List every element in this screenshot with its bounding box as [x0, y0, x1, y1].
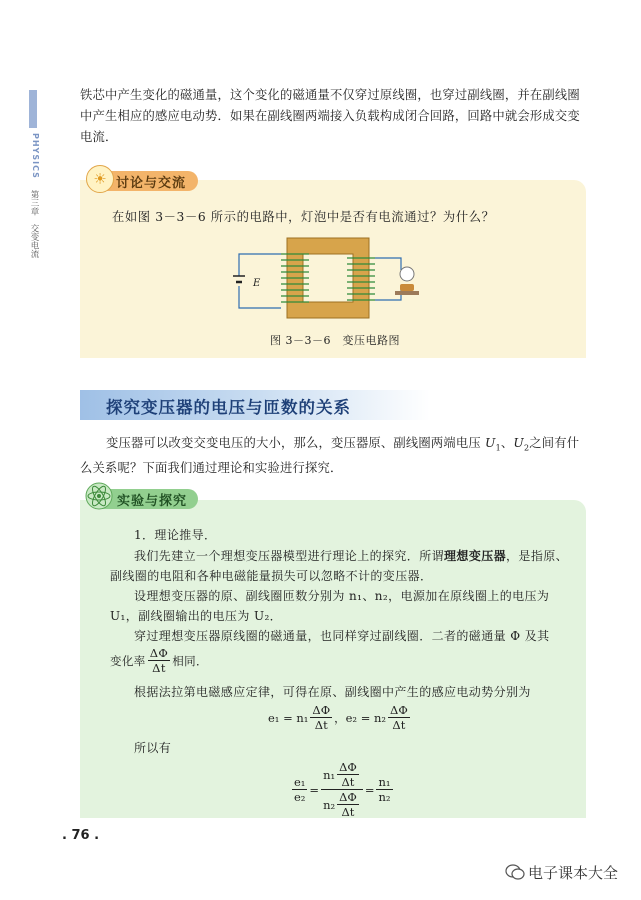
experiment-step1: 1．理论推导． [134, 528, 217, 542]
section-paragraph: 变压器可以改变交变电压的大小，那么，变压器原、副线圈两端电压 $U_1$、$U_2$之间有什么关系呢？下面我们通过理论和实验进行探究． [80, 436, 580, 476]
watermark-text: 电子课本大全 [528, 864, 619, 882]
experiment-title: 实验与探究 [117, 494, 188, 509]
experiment-paragraph-2b: U₁，副线圈输出的电压为 U₂． [110, 609, 283, 623]
figure-label-e: E [253, 278, 261, 289]
transformer-circuit-diagram [225, 232, 425, 324]
equation-ratio: $\frac{\text{e₁}}{\text{e₂}}$ = n₁ $\frac{\Delta\Phi}{\Delta t}$ n₂ $\frac{\Delta\Phi}{\Delta t}$ = $\frac{\text{n₁}}{\text{n₂}}$ [294, 760, 391, 819]
lightbulb-icon: ☀ [86, 165, 114, 193]
experiment-paragraph-3a: 穿过理想变压器原线圈的磁通量，也同样穿过副线圈．二者的磁通量 Φ 及其 [134, 629, 550, 643]
experiment-paragraph-2a: 设理想变压器的原、副线圈匝数分别为 n₁、n₂，电源加在原线圈上的电压为 [134, 589, 550, 603]
experiment-paragraph-1: 我们先建立一个理想变压器模型进行理论上的探究．所谓理想变压器，是指原、副线圈的电阻和各种电磁能量损失可以忽略不计的变压器． [110, 549, 569, 583]
side-color-bar [29, 90, 37, 128]
equation-emf: e₁ = n₁ $\frac{\Delta\Phi}{\Delta t}$ ， e₂ = n₂ $\frac{\Delta\Phi}{\Delta t}$ [268, 703, 408, 732]
figure-caption: 图 3－3－6 变压电路图 [270, 334, 400, 347]
discussion-title: 讨论与交流 [116, 176, 187, 191]
section-heading-bar [80, 390, 430, 420]
page-number: . 76 . [62, 828, 100, 843]
intro-paragraph: 铁芯中产生变化的磁通量，这个变化的磁通量不仅穿过原线圈，也穿过副线圈，并在副线圈中产生相应的感应电动势．如果在副线圈两端接入负载构成闭合回路，回路中就会形成交变电流． [80, 88, 580, 144]
lightbulb-lamp-icon [400, 267, 414, 281]
section-heading: 探究变压器的电压与匝数的关系 [106, 398, 351, 417]
experiment-paragraph-3b: 变化率 $\frac{\Delta\Phi}{\Delta t}$ 相同． [110, 646, 208, 675]
side-physics-label: PHYSICS [31, 133, 40, 179]
experiment-so: 所以有 [134, 741, 172, 755]
wechat-icon [505, 863, 525, 881]
flux-rate-fraction: $\frac{\Delta\Phi}{\Delta t}$ [149, 646, 169, 675]
experiment-paragraph-4: 根据法拉第电磁感应定律，可得在原、副线圈中产生的感应电动势分别为 [134, 685, 531, 699]
atom-icon [85, 482, 113, 510]
ideal-transformer-term: 理想变压器 [444, 549, 507, 563]
discussion-question: 在如图 3－3－6 所示的电路中，灯泡中是否有电流通过？为什么？ [112, 210, 495, 224]
side-chapter-label: 第三章 交变电流 [29, 190, 39, 258]
